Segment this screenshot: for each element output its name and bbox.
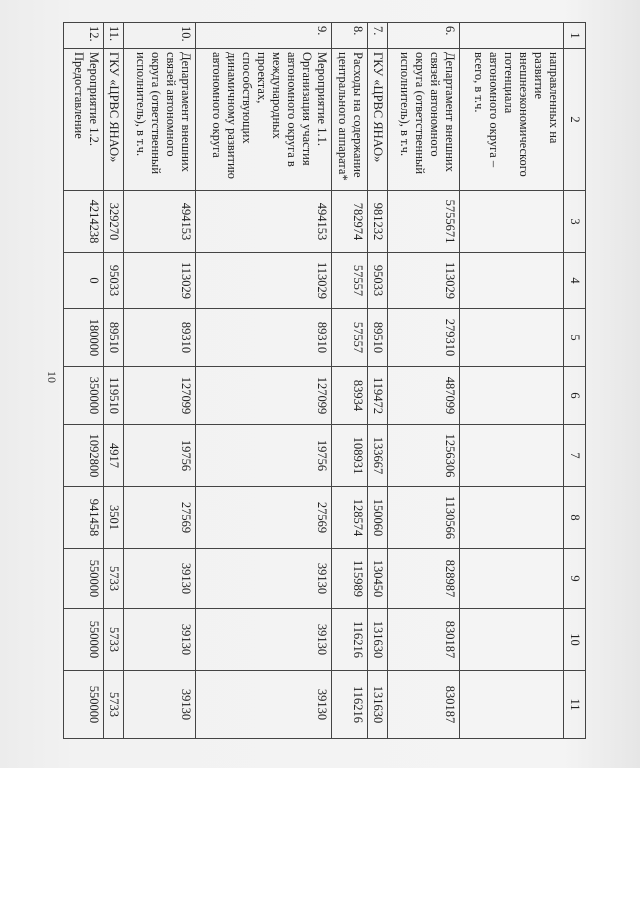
row-number-cell: 8.	[332, 23, 368, 49]
row-label-cell: ГКУ «ЦРВС ЯНАО»	[368, 49, 388, 191]
value-cell: 4214238	[64, 191, 104, 253]
value-cell: 27569	[124, 487, 196, 549]
value-cell: 0	[64, 253, 104, 309]
value-cell: 39130	[124, 609, 196, 671]
value-cell: 279310	[388, 309, 460, 367]
header-row	[564, 23, 586, 739]
row-number-cell: 12.	[64, 23, 104, 49]
header-cell: 7	[564, 425, 586, 487]
header-cell: 4	[564, 253, 586, 309]
row-label-cell: Расходы на содержание центрального аппарата*	[332, 49, 368, 191]
value-cell: 57557	[332, 253, 368, 309]
value-cell: 133667	[368, 425, 388, 487]
table-row	[332, 23, 368, 739]
value-cell: 329270	[104, 191, 124, 253]
table-row	[460, 23, 564, 739]
header-cell: 6	[564, 367, 586, 425]
value-cell: 782974	[332, 191, 368, 253]
row-number-cell: 9.	[196, 23, 332, 49]
value-cell: 830187	[388, 671, 460, 739]
value-cell: 127099	[196, 367, 332, 425]
value-cell: 828987	[388, 549, 460, 609]
table-row	[196, 23, 332, 739]
row-number-cell	[460, 23, 564, 49]
row-label-cell: Мероприятие 1.2. Предоставление	[64, 49, 104, 191]
value-cell: 127099	[124, 367, 196, 425]
header-cell: 2	[564, 49, 586, 191]
row-number-cell: 10.	[124, 23, 196, 49]
value-cell: 5733	[104, 609, 124, 671]
value-cell: 116216	[332, 671, 368, 739]
value-cell: 113029	[124, 253, 196, 309]
value-cell: 119472	[368, 367, 388, 425]
table-body	[64, 23, 586, 739]
value-cell	[460, 425, 564, 487]
value-cell: 19756	[124, 425, 196, 487]
value-cell: 95033	[104, 253, 124, 309]
row-label-cell: Департамент внешних связей автономного округа (ответственный исполнитель), в т.ч.	[388, 49, 460, 191]
value-cell: 5755671	[388, 191, 460, 253]
row-label-cell: направленных на развитие внешнеэкономического потенциала автономного округа – всего, в т.ч.	[460, 49, 564, 191]
value-cell: 39130	[124, 671, 196, 739]
row-number-cell: 11.	[104, 23, 124, 49]
value-cell	[460, 253, 564, 309]
value-cell: 180000	[64, 309, 104, 367]
value-cell	[460, 549, 564, 609]
value-cell: 95033	[368, 253, 388, 309]
value-cell: 350000	[64, 367, 104, 425]
value-cell: 487099	[388, 367, 460, 425]
row-label-cell: Департамент внешних связей автономного округа (ответственный исполнитель), в т.ч.	[124, 49, 196, 191]
value-cell: 89510	[368, 309, 388, 367]
header-cell: 9	[564, 549, 586, 609]
header-cell: 10	[564, 609, 586, 671]
value-cell: 550000	[64, 609, 104, 671]
table-row	[124, 23, 196, 739]
table-row	[368, 23, 388, 739]
row-label-cell: Мероприятие 1.1. Организация участия автономного округа в международных проектах, способствующих динамичному развитию автономного округа	[196, 49, 332, 191]
value-cell: 830187	[388, 609, 460, 671]
value-cell: 113029	[196, 253, 332, 309]
value-cell: 494153	[124, 191, 196, 253]
value-cell: 119510	[104, 367, 124, 425]
budget-table	[63, 22, 586, 739]
header-cell: 8	[564, 487, 586, 549]
page-number: 10	[45, 371, 59, 383]
value-cell	[460, 191, 564, 253]
value-cell: 550000	[64, 671, 104, 739]
value-cell: 131630	[368, 609, 388, 671]
table-row	[388, 23, 460, 739]
value-cell: 5733	[104, 549, 124, 609]
value-cell	[460, 309, 564, 367]
value-cell	[460, 367, 564, 425]
value-cell: 1092800	[64, 425, 104, 487]
value-cell: 550000	[64, 549, 104, 609]
value-cell: 150060	[368, 487, 388, 549]
rotated-table-container	[72, 22, 586, 738]
value-cell: 19756	[196, 425, 332, 487]
value-cell: 5733	[104, 671, 124, 739]
value-cell: 941458	[64, 487, 104, 549]
value-cell: 83934	[332, 367, 368, 425]
value-cell: 494153	[196, 191, 332, 253]
header-cell: 5	[564, 309, 586, 367]
header-cell: 11	[564, 671, 586, 739]
value-cell: 108931	[332, 425, 368, 487]
header-cell: 3	[564, 191, 586, 253]
row-number-cell: 6.	[388, 23, 460, 49]
value-cell: 981232	[368, 191, 388, 253]
value-cell: 39130	[196, 609, 332, 671]
value-cell	[460, 609, 564, 671]
value-cell: 39130	[196, 549, 332, 609]
value-cell: 89310	[124, 309, 196, 367]
value-cell	[460, 671, 564, 739]
value-cell: 39130	[124, 549, 196, 609]
value-cell: 4917	[104, 425, 124, 487]
value-cell: 115989	[332, 549, 368, 609]
value-cell: 89310	[196, 309, 332, 367]
header-cell: 1	[564, 23, 586, 49]
value-cell: 1130566	[388, 487, 460, 549]
value-cell: 116216	[332, 609, 368, 671]
value-cell: 1256306	[388, 425, 460, 487]
table-row	[64, 23, 104, 739]
value-cell: 39130	[196, 671, 332, 739]
value-cell: 57557	[332, 309, 368, 367]
row-number-cell: 7.	[368, 23, 388, 49]
value-cell: 131630	[368, 671, 388, 739]
value-cell: 27569	[196, 487, 332, 549]
value-cell: 113029	[388, 253, 460, 309]
value-cell: 89510	[104, 309, 124, 367]
row-label-cell: ГКУ «ЦРВС ЯНАО»	[104, 49, 124, 191]
value-cell: 128574	[332, 487, 368, 549]
table-row	[104, 23, 124, 739]
value-cell	[460, 487, 564, 549]
value-cell: 3501	[104, 487, 124, 549]
value-cell: 130450	[368, 549, 388, 609]
